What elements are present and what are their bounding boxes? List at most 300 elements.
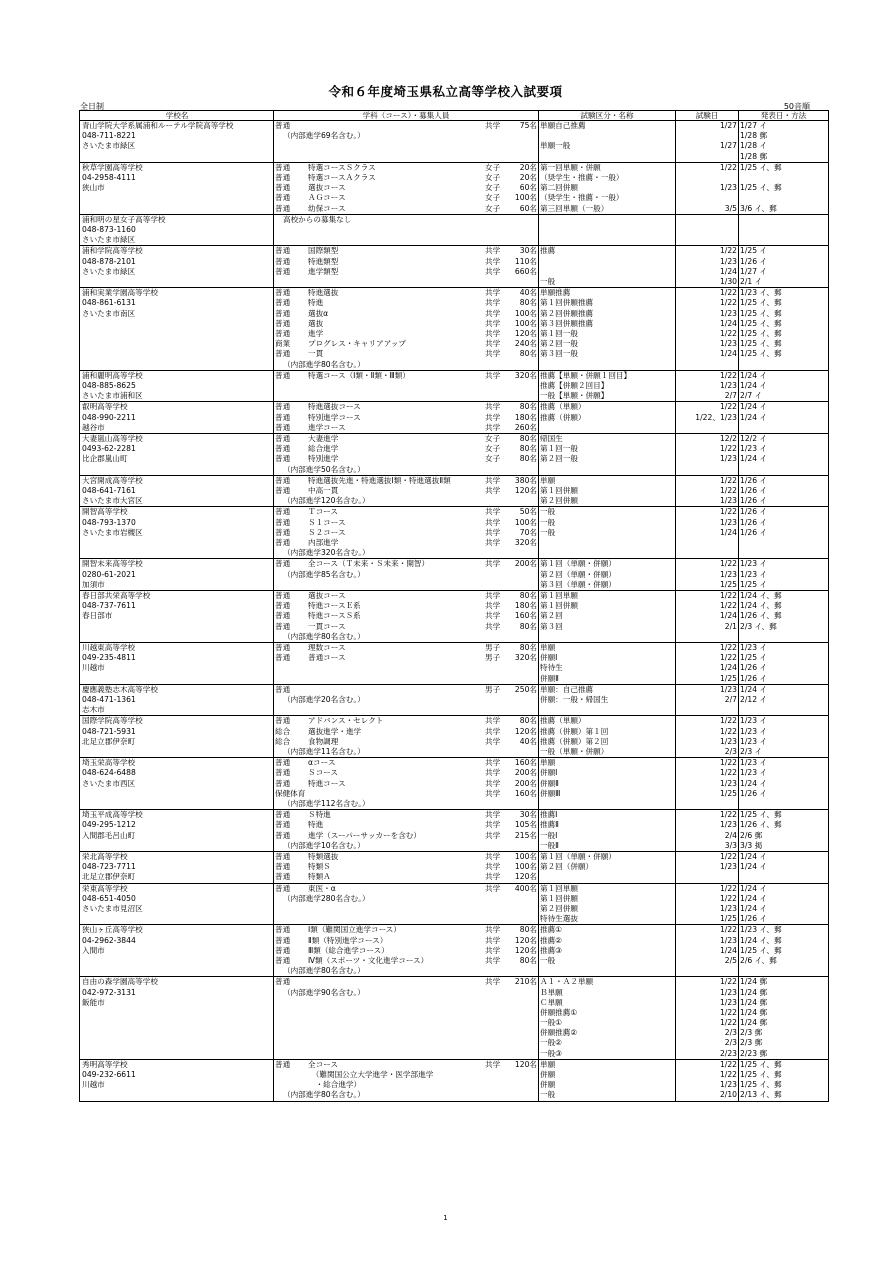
department-course: 普通コース [308,653,346,663]
exam-date: 1/25 [719,579,737,589]
exam-name: 第１回併願 [540,485,578,495]
department-gender: 男子 [485,653,501,663]
announcement-date: 1/24 郵 [740,1018,768,1028]
department-course: Ｓ２コース [308,527,346,537]
department-capacity: 660名 [514,266,537,276]
announcement-date: 1/23 イ [740,736,768,746]
department-course: Ｓ１コース [308,517,346,527]
school-cell [80,288,274,371]
school-phone: 048-641-7161 [82,485,136,495]
exam-date: 1/22 [719,402,737,412]
school-cell [80,370,274,402]
department-cell [274,851,539,883]
exam-date-cell [676,370,739,402]
department-course: 全コース（Ｔ未来・Ｓ未来・開智） [308,559,430,569]
announcement-cell [739,642,829,684]
exam-cell [539,851,676,883]
school-phone: 048-885-8625 [82,380,136,390]
exam-date-cell [676,475,739,507]
department-capacity [507,1080,537,1090]
announcement-cell [739,288,829,371]
exam-date: 1/22 [719,485,737,495]
department-line [275,611,537,621]
exam-cell [539,716,676,758]
exam-name: 推薦② [540,935,562,945]
exam-date: 1/22 [719,246,737,256]
exam-name: 単願 [540,758,556,768]
department-line [275,193,537,203]
school-cell [80,507,274,559]
department-course: Ｔコース [308,507,338,517]
department-capacity: 200名 [514,768,537,778]
department-type: 普通 [275,621,291,631]
department-course: アドバンス・セレクト [308,716,384,726]
department-capacity: 100名 [514,318,537,328]
exam-date: 1/24 [719,945,737,955]
department-course: 特進コースＥ系 [308,601,361,611]
department-type: 普通 [275,507,291,517]
announcement-cell [739,246,829,288]
announcement-date: 1/26 イ [740,517,768,527]
department-gender: 共学 [485,977,501,987]
exam-name: 単願 [540,475,556,485]
school-name: 慶應義塾志木高等学校 [82,684,158,694]
department-type: 普通 [275,1059,291,1069]
exam-date-cell [676,214,739,246]
exam-date: 1/23 [719,736,737,746]
department-type: 普通 [275,810,291,820]
exam-date-cell [676,810,739,852]
department-note: 高校からの募集なし [283,214,352,224]
exam-name: 第２回一般 [540,339,578,349]
department-course: 選抜コース [308,183,346,193]
exam-date: 1/22 [719,1070,737,1080]
department-type: 普通 [275,485,291,495]
exam-date: 2/3 [724,746,737,756]
announcement-cell [739,475,829,507]
school-row [80,642,829,684]
school-phone: 0493-62-2281 [82,444,136,454]
department-cell [274,977,539,1060]
school-cell [80,1059,274,1101]
announcement-date: 1/24 イ [740,883,768,893]
exam-date-cell [676,121,739,163]
department-capacity: 60名 [519,183,537,193]
announcement-date: 1/26 イ [740,507,768,517]
exam-name: 第２回併願推薦 [540,308,594,318]
department-note: （内部進学11名含む。） [283,746,365,756]
exam-cell [539,162,676,214]
department-type: 普通 [275,935,291,945]
department-type: 商業 [275,339,291,349]
exam-name: 一般Ⅰ [540,830,558,840]
exam-name: 併願Ⅲ [540,788,561,798]
exam-date [677,173,737,183]
school-location: 比企郡嵐山町 [82,454,128,464]
department-type: 普通 [275,642,291,652]
exam-date: 1/24 [719,663,737,673]
exam-date: 2/23 [719,1048,737,1058]
exam-name: 推薦Ⅱ [540,820,559,830]
exam-cell [539,810,676,852]
exam-cell [539,507,676,559]
department-note: （内部進学80名含む。） [283,359,365,369]
exam-date: 1/23 [719,820,737,830]
school-name: 大妻嵐山高等学校 [82,433,143,443]
exam-date: 2/7 [724,391,737,401]
department-gender: 共学 [485,820,501,830]
department-type: 普通 [275,266,291,276]
exam-date [677,131,737,141]
announcement-date: 1/24 イ [740,903,768,913]
exam-date: 1/22 [719,925,737,935]
exam-name: 第１回単願 [540,883,578,893]
department-line [275,685,537,695]
exam-name: 単願自己推薦 [540,121,586,130]
department-course: 特進選抜 [308,288,339,298]
announcement-date: 1/23 イ [740,569,768,579]
exam-name: （奨学生・推薦・一般） [540,172,624,182]
department-cell [274,590,539,642]
school-row [80,851,829,883]
exam-date-cell [676,851,739,883]
department-type: 普通 [275,349,291,359]
header-exam-date: 試験日 [676,111,739,121]
department-type: 普通 [275,977,291,987]
announcement-date: 1/23 イ、郵 [740,925,782,935]
school-location: 春日部市 [82,611,113,621]
announcement-cell [739,402,829,434]
announcement-date: 1/23 イ [740,559,768,569]
exam-date: 1/23 [719,380,737,390]
department-course: 選抜α [308,308,329,318]
exam-name: 併願Ⅱ [540,778,559,788]
department-capacity: 120名 [514,1059,537,1069]
department-gender: 共学 [485,955,501,965]
exam-name: 第２回 [540,611,563,621]
announcement-cell [739,559,829,591]
department-cell [274,810,539,852]
school-name: 栄北高等学校 [82,851,128,861]
announcement-cell [739,883,829,925]
department-cell [274,121,539,163]
announcement-cell [739,590,829,642]
department-gender: 共学 [485,339,501,349]
department-type: 普通 [275,883,291,893]
department-capacity [507,1070,537,1080]
exam-name: 併願：一般・帰国生 [540,694,609,704]
department-gender: 共学 [485,726,501,736]
announcement-date: 1/25 イ、郵 [740,945,782,955]
exam-date: 1/22 [719,726,737,736]
announcement-date: 1/24 イ [740,778,768,788]
exam-name: 一般 [540,507,556,517]
department-line [275,528,537,538]
school-row [80,507,829,559]
announcement-date: 1/25 イ、郵 [740,318,782,328]
department-gender: 共学 [485,485,501,495]
department-note: （内部進学320名含む。） [283,548,370,558]
exam-cell [539,288,676,371]
announcement-date: 1/24 郵 [740,1007,768,1017]
department-type: 普通 [275,444,291,454]
department-capacity: 320名 [514,370,537,380]
department-course: 進学コース [308,422,346,432]
announcement-date: 1/26 イ [740,485,768,495]
department-course: 一貫コース [308,621,346,631]
announcement-date: 1/23 イ [740,768,768,778]
department-line [275,288,537,298]
department-course: 特進選抜コース [308,402,361,412]
department-capacity: 30名 [519,810,537,820]
department-cell [274,716,539,758]
department-capacity: 105名 [514,820,537,830]
exam-date: 1/23 [719,183,737,193]
department-capacity: 80名 [519,454,537,464]
exam-cell [539,642,676,684]
department-capacity: 80名 [519,590,537,600]
school-phone: 04-2958-4111 [82,172,136,182]
department-course: 理数コース [308,642,346,652]
school-location: 加須市 [82,579,105,589]
department-gender: 共学 [485,1059,501,1069]
exam-date [677,423,737,433]
department-note: （内部進学80名含む。） [283,1090,365,1100]
department-note: （内部進学80名含む。） [283,631,365,641]
department-gender: 共学 [485,945,501,955]
exam-date: 1/23 [719,903,737,913]
exam-date [677,152,737,162]
department-capacity: 400名 [514,883,537,893]
announcement-date: 1/24 イ [740,454,768,464]
exam-name: 第２回（単願・併願） [540,569,616,579]
department-line [275,309,537,319]
school-location: さいたま市南区 [82,308,136,318]
exam-name: 一般① [540,1018,562,1028]
exam-date: 1/22 [719,1059,737,1069]
school-phone: 049-235-4811 [82,653,136,663]
department-capacity: 80名 [519,642,537,652]
department-gender: 共学 [485,121,501,130]
department-course: 選抜進学・進学 [308,726,362,736]
announcement-date: 1/25 イ、郵 [740,183,782,193]
department-gender: 共学 [485,935,501,945]
exam-name: 併願Ⅰ [540,768,558,778]
department-course: 内部進学 [308,537,339,547]
announcement-date: 1/24 イ、郵 [740,601,782,611]
department-course [308,685,485,695]
exam-date-cell [676,590,739,642]
department-course: プログレス・キャリアアップ [308,339,406,349]
department-gender: 共学 [485,308,501,318]
exam-name: 推薦（併願）第１回 [540,726,609,736]
department-course: 選抜 [308,318,324,328]
department-type: 普通 [275,318,291,328]
announcement-date: 1/25 イ [740,579,768,589]
exam-name: 第二回併願 [540,183,578,193]
department-capacity: 120名 [514,328,537,338]
exam-date: 3/3 [724,840,737,850]
school-name: 浦和学院高等学校 [82,246,143,256]
department-gender: 共学 [485,862,501,872]
department-course: 東医・α [308,883,336,893]
department-type: 普通 [275,422,291,432]
department-type: 普通 [275,768,291,778]
announcement-date: 2/7 イ [740,391,763,401]
school-name: 埼玉栄高等学校 [82,758,136,768]
announcement-date: 1/25 イ、郵 [740,339,782,349]
department-capacity: 40名 [519,288,537,298]
school-phone: 048-711-8221 [82,131,136,141]
school-name: 浦和麗明高等学校 [82,370,143,380]
department-capacity: 110名 [514,256,537,266]
exam-name: 併願推薦② [540,1028,578,1038]
department-course: 特類Ａ [308,872,331,882]
department-capacity: 80名 [519,349,537,359]
department-line [275,1080,537,1090]
exam-name [540,152,674,162]
announcement-date: 12/2 イ [740,433,768,443]
announcement-date: 1/25 イ [740,653,768,663]
exam-date: 1/22 [719,851,737,861]
department-line [275,977,537,987]
exam-name: 第一回単願・併願 [540,162,601,172]
department-gender: 共学 [485,883,501,893]
department-capacity: 120名 [514,935,537,945]
school-row [80,925,829,977]
announcement-date: 1/24 イ [740,370,768,380]
school-location: さいたま市緑区 [82,141,136,151]
department-capacity: 80名 [519,716,537,726]
exam-name: 第１回（単願・併願） [540,851,616,861]
announcement-date: 1/26 イ [740,475,768,485]
exam-date: 1/22 [719,893,737,903]
school-location: さいたま市浦和区 [82,391,143,401]
department-course: Ⅰ類（難関国立進学コース） [308,925,401,935]
department-capacity: 100名 [514,308,537,318]
department-line [275,329,537,339]
exam-name: 第三回単願（一般） [540,203,609,213]
exam-name: 一般【単願・併願】 [540,391,609,401]
school-cell [80,883,274,925]
announcement-date: 1/24 イ [740,893,768,903]
announcement-date: 1/27 イ [740,266,768,276]
department-cell [274,507,539,559]
exam-date: 1/22、1/23 [695,412,737,422]
exam-date: 1/30 [719,276,737,286]
school-row [80,402,829,434]
exam-name: 一般 [540,276,556,286]
exam-name: 推薦（単願） [540,716,586,726]
department-gender: 女子 [485,454,501,464]
department-note: （内部進学120名含む。） [283,496,370,506]
exam-date: 1/24 [719,527,737,537]
department-course: Ⅳ類（スポーツ・文化進学コース） [308,955,429,965]
department-course: 特選コースＡクラス [308,172,376,182]
exam-date-cell [676,162,739,214]
department-line [275,507,537,517]
department-line [275,936,537,946]
exam-cell [539,590,676,642]
department-line [275,518,537,528]
department-line [275,257,537,267]
department-course: 進学 [308,328,324,338]
exam-name: Ｃ単願 [540,997,563,1007]
school-row [80,475,829,507]
department-cell [274,214,539,246]
exam-name: 併願 [540,1080,556,1090]
exam-date: 1/23 [719,997,737,1007]
department-capacity: 215名 [514,830,537,840]
department-type: 普通 [275,830,291,840]
department-gender [485,1080,507,1090]
exam-name: 第２回（併願） [540,862,594,872]
exam-name: 推薦（併願）第２回 [540,736,609,746]
department-capacity: 160名 [514,611,537,621]
exam-date: 1/25 [719,673,737,683]
department-capacity: 100名 [514,851,537,861]
exam-name: 推薦 [540,246,556,256]
exam-date: 2/10 [719,1090,737,1100]
announcement-date: 1/25 イ、郵 [740,1059,782,1069]
exam-name: Ｂ単願 [540,987,563,997]
department-line [275,768,537,778]
exam-date: 1/22 [719,1007,737,1017]
announcement-cell [739,684,829,716]
exam-name: 推薦【併願２回目】 [540,380,609,390]
announcement-date: 1/25 イ、郵 [740,1070,782,1080]
school-name: 開智未来高等学校 [82,559,143,569]
exam-date-cell [676,716,739,758]
header-exam: 試験区分・名称 [539,111,676,121]
department-course: 国際類型 [308,246,339,256]
exam-date: 1/22 [719,601,737,611]
department-type: 普通 [275,559,291,569]
exam-cell [539,370,676,402]
school-row [80,1059,829,1101]
school-location: 飯能市 [82,997,105,1007]
department-gender: 共学 [485,422,501,432]
department-gender: 共学 [485,266,501,276]
exam-name: 単願推薦 [540,288,571,298]
exam-cell [539,684,676,716]
sort-order-label: 50音順 [783,102,810,111]
department-note: （内部進学50名含む。） [283,464,365,474]
announcement-date: 1/24 イ、郵 [740,935,782,945]
department-type: 普通 [275,716,291,726]
department-line [275,559,537,569]
exam-date: 1/22 [719,559,737,569]
department-capacity: 120名 [514,872,537,882]
department-gender: 女子 [485,162,501,172]
announcement-date [740,193,827,203]
exam-date-cell [676,642,739,684]
department-line [275,716,537,726]
department-gender: 女子 [485,203,501,213]
department-course: 特進選抜先進・特進選抜Ⅰ類・特進選抜Ⅱ類 [308,475,451,485]
department-cell [274,1059,539,1101]
department-line [275,601,537,611]
exam-date: 1/22 [719,444,737,454]
department-line [275,538,537,548]
department-gender: 共学 [485,621,501,631]
school-location: 入間市 [82,945,105,955]
school-location: さいたま市西区 [82,778,136,788]
department-capacity: 160名 [514,788,537,798]
department-capacity: 80名 [519,433,537,443]
school-name: 秋草学園高等学校 [82,162,143,172]
school-phone: 049-232-6611 [82,1070,136,1080]
